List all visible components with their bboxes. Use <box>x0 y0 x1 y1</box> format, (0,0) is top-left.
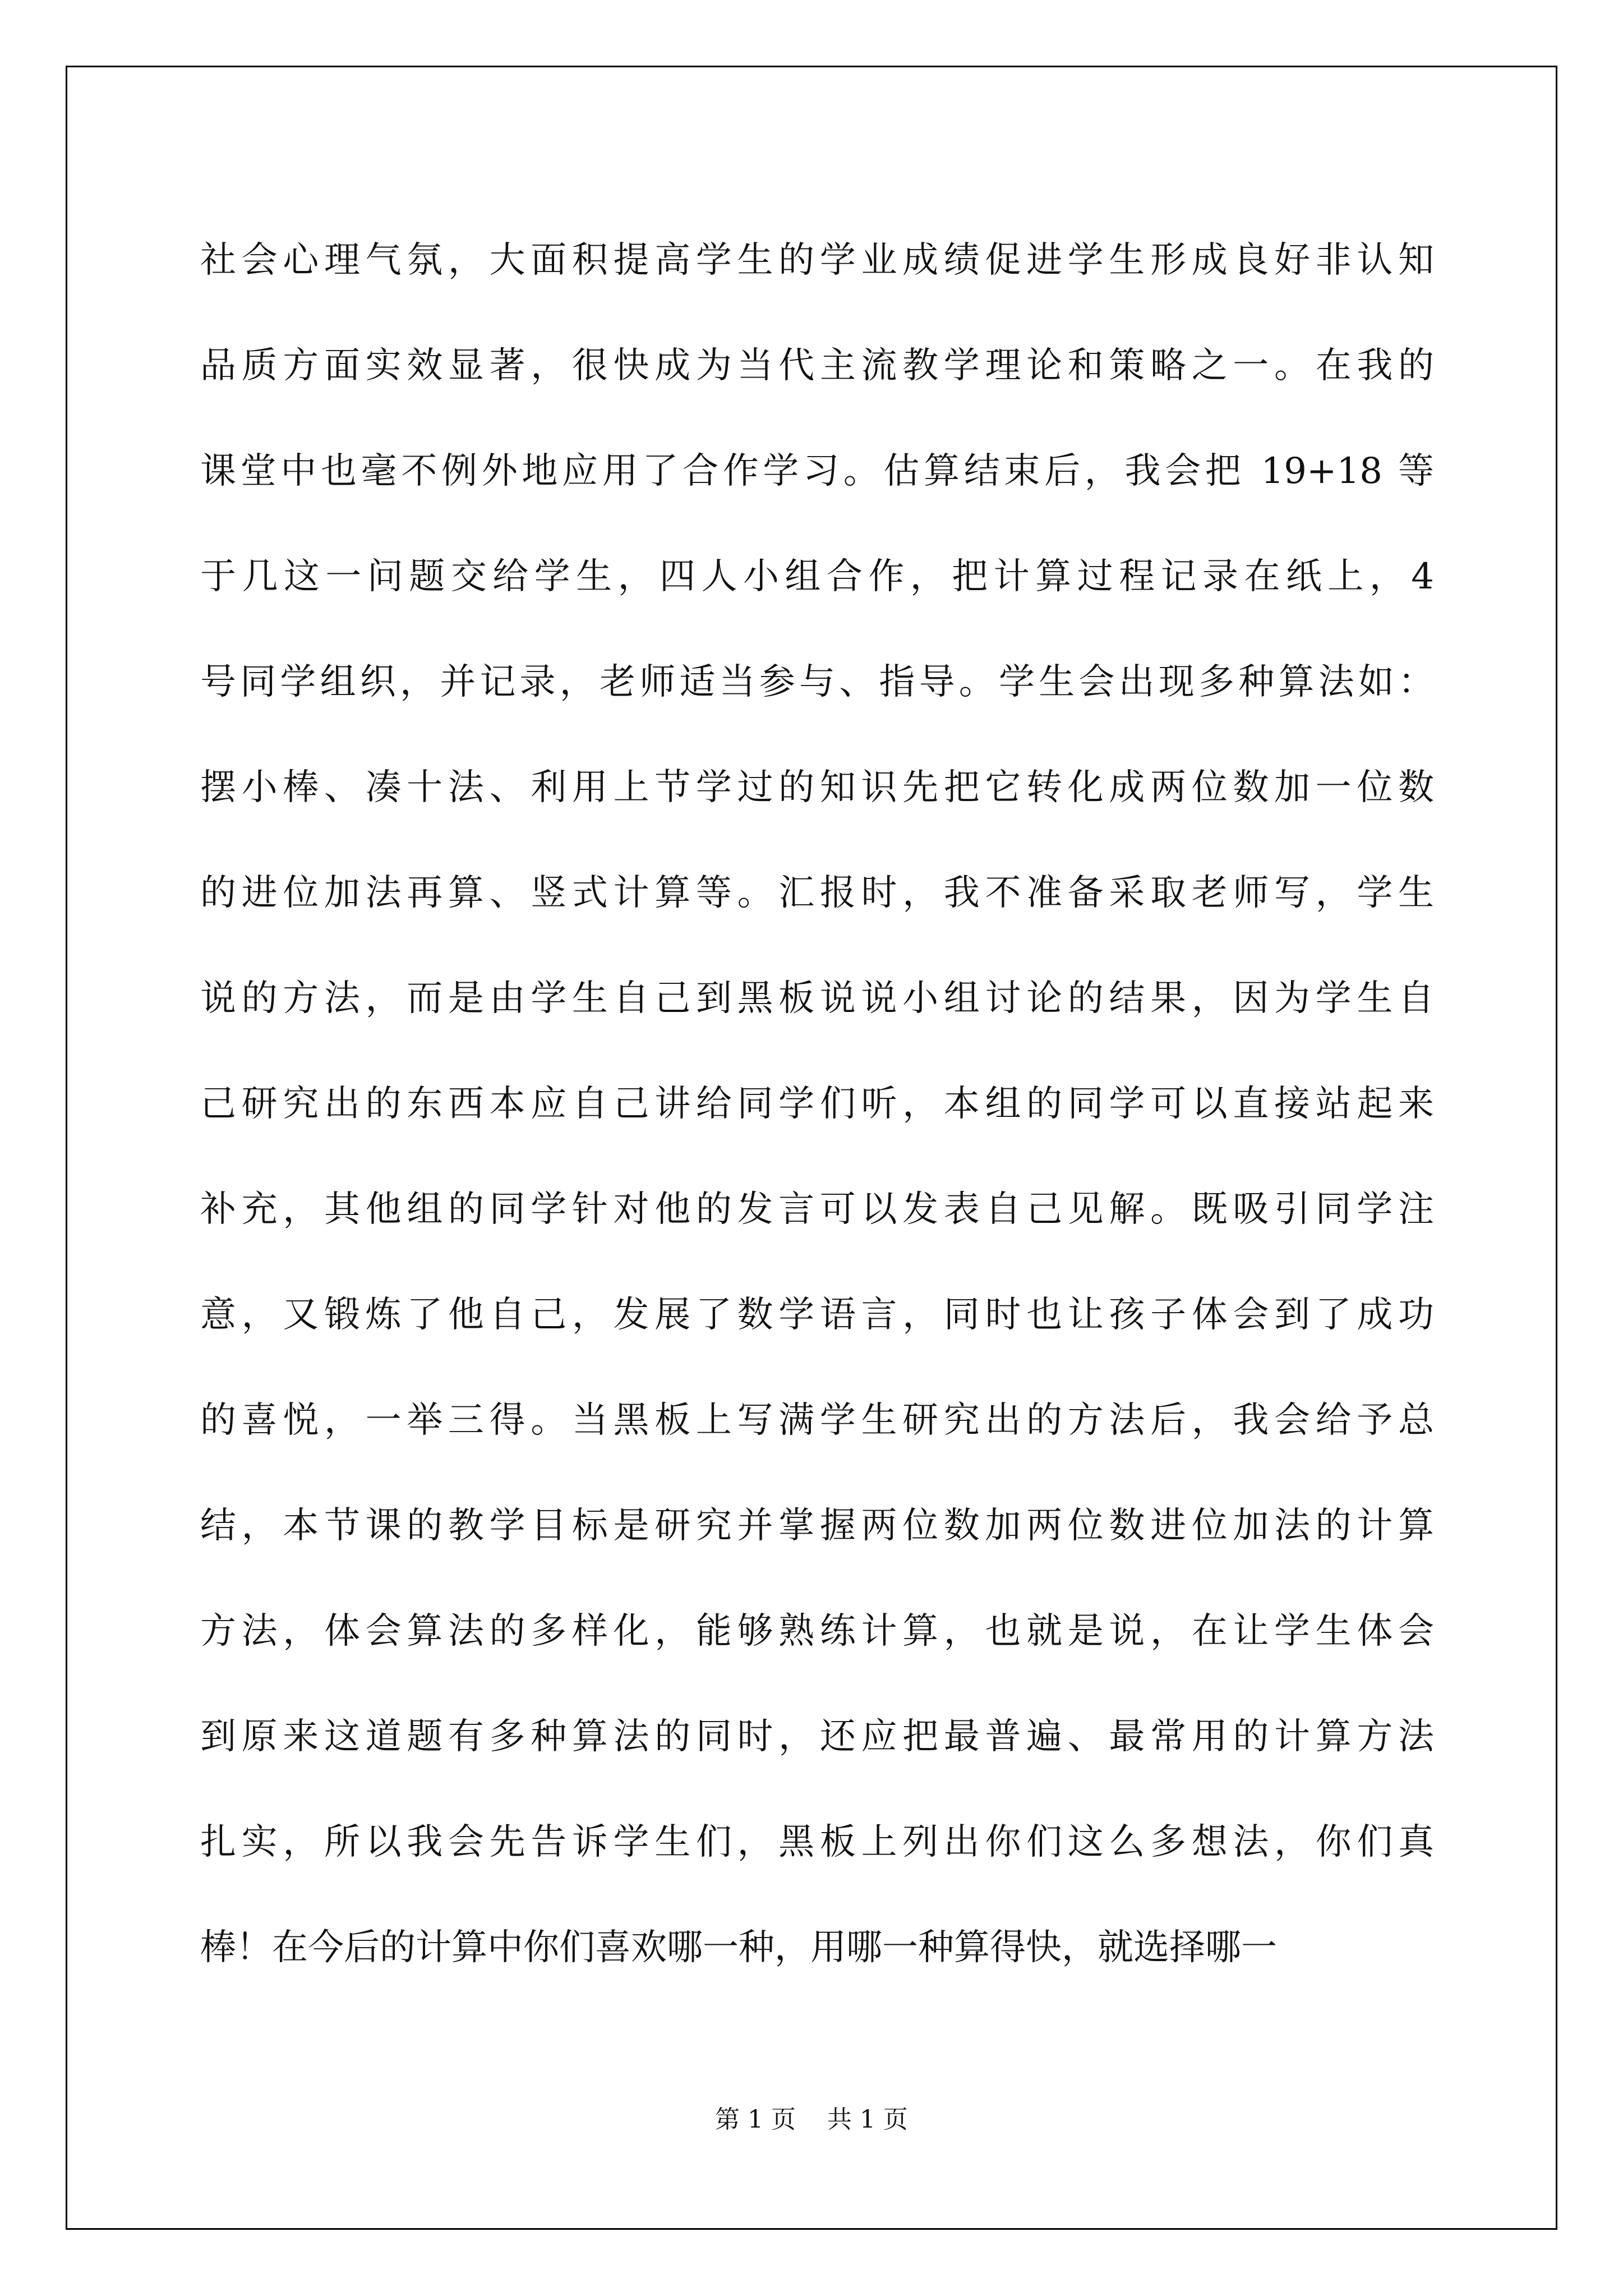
text-line: 方法，体会算法的多样化，能够熟练计算，也就是说，在让学生体会 <box>200 1611 1434 1652</box>
document-body <box>200 208 1434 2000</box>
page-total: 共 1 页 <box>827 2105 908 2134</box>
text-line: 课堂中也毫不例外地应用了合作学习。估算结束后，我会把 19+18 等 <box>200 450 1434 492</box>
text-line: 的喜悦，一举三得。当黑板上写满学生研究出的方法后，我会给予总 <box>200 1400 1434 1441</box>
text-line: 扎实，所以我会先告诉学生们，黑板上列出你们这么多想法，你们真 <box>200 1821 1434 1863</box>
text-line: 的进位加法再算、竖式计算等。汇报时，我不准备采取老师写，学生 <box>200 872 1434 914</box>
text-line: 意，又锻炼了他自己，发展了数学语言，同时也让孩子体会到了成功 <box>200 1294 1434 1336</box>
text-line: 于几这一问题交给学生，四人小组合作，把计算过程记录在纸上，4 <box>200 556 1434 597</box>
text-line: 说的方法，而是由学生自己到黑板说说小组讨论的结果，因为学生自 <box>200 978 1434 1019</box>
page-number: 第 1 页 <box>715 2105 796 2134</box>
text-line: 到原来这道题有多种算法的同时，还应把最普遍、最常用的计算方法 <box>200 1716 1434 1757</box>
text-line: 补充，其他组的同学针对他的发言可以发表自己见解。既吸引同学注 <box>200 1189 1434 1230</box>
text-line: 摆小棒、凑十法、利用上节学过的知识先把它转化成两位数加一位数 <box>200 767 1434 808</box>
text-line: 社会心理气氛，大面积提高学生的学业成绩促进学生形成良好非认知 <box>200 240 1434 281</box>
text-line: 棒！在今后的计算中你们喜欢哪一种，用哪一种算得快，就选择哪一 <box>200 1927 1277 1968</box>
text-line: 结，本节课的教学目标是研究并掌握两位数加两位数进位加法的计算 <box>200 1505 1434 1547</box>
text-line: 己研究出的东西本应自己讲给同学们听，本组的同学可以直接站起来 <box>200 1083 1434 1125</box>
text-line: 品质方面实效显著，很快成为当代主流教学理论和策略之一。在我的 <box>200 345 1434 386</box>
text-line: 号同学组织，并记录，老师适当参与、指导。学生会出现多种算法如： <box>200 661 1434 703</box>
page-footer <box>0 2099 1623 2135</box>
